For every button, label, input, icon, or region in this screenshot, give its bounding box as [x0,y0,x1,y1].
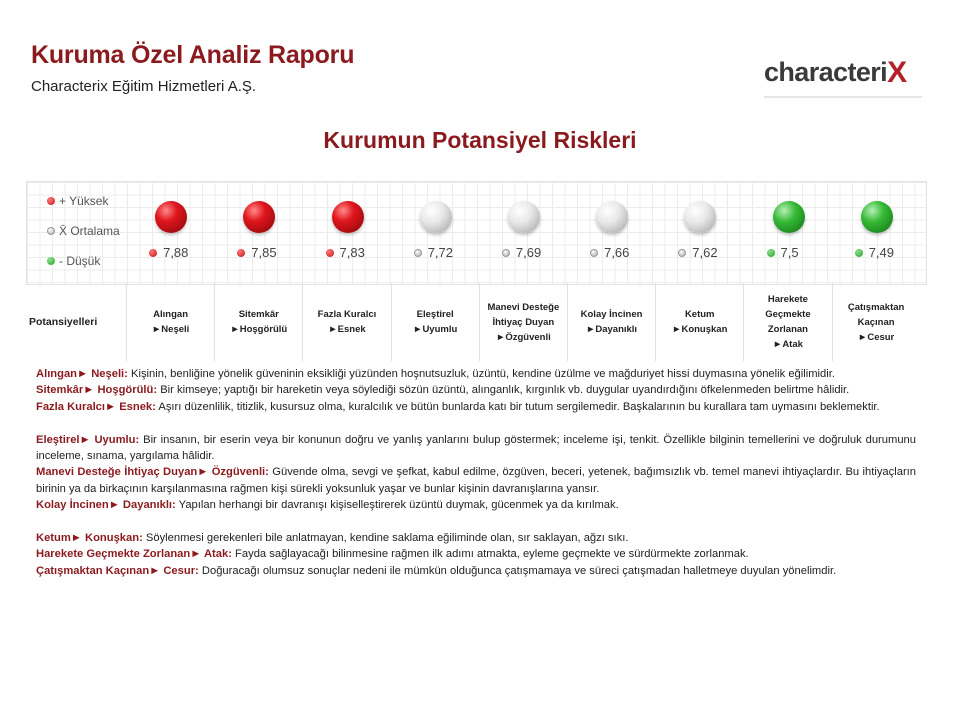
score-value: 7,62 [692,245,718,260]
description-term: Eleştirel► Uyumlu: [36,433,140,446]
risk-name: Alıngan [153,309,189,320]
legend-low [47,254,100,268]
score-dot-icon [149,249,157,257]
strength-name [413,322,457,337]
legend-high-label: + Yüksek [59,194,109,208]
strength-text: Uyumlu [422,324,458,335]
score-dot-icon [414,249,422,257]
score-value: 7,85 [251,245,277,260]
risk-name: Kolay İncinen [580,309,643,320]
potential-label [302,283,390,361]
description-term: Kolay İncinen► Dayanıklı: [36,499,176,512]
company-name: Characterix Eğitim Hizmetleri A.Ş. [31,78,257,95]
risk-score [414,245,453,260]
white-dot-icon [47,227,55,235]
potential-labels-row [26,283,925,361]
risk-ball-high [155,201,187,233]
descriptions [36,366,916,579]
potential-label [743,283,831,361]
strength-name [746,337,829,352]
description-text: Bir kimseye; yaptığı bir hareketin veya söylediği sözün üzüntü, alınganlık, kırgınlık vb. duygular uyandırdığını öfkelenmeden belirtme hâlidir. [157,384,850,397]
risk-name: Çatışmaktan Kaçınan [847,301,905,328]
risk-name: Eleştirel [416,309,454,320]
arrow-icon: ► [413,324,423,335]
arrow-icon: ► [857,331,868,343]
description-paragraph [36,464,916,497]
strength-name [230,322,287,337]
potential-label [214,283,302,361]
strength-text: Atak [782,339,803,350]
description-paragraph [36,497,916,513]
potential-label [655,283,743,361]
arrow-icon: ► [672,324,682,335]
score-value: 7,72 [427,245,453,260]
description-term: Harekete Geçmekte Zorlanan► Atak: [36,548,232,561]
description-term: Alıngan► Neşeli: [36,368,128,380]
strength-name [581,322,643,337]
arrow-icon: ► [151,324,162,335]
potential-label [126,283,214,361]
strength-name [152,322,189,337]
description-paragraph [36,366,916,382]
strength-text: Cesur [867,331,895,343]
description-term: Ketum► Konuşkan: [36,532,143,545]
potential-label [479,283,567,361]
description-term: Sitemkâr► Hoşgörülü: [36,384,158,397]
description-paragraph [36,399,916,415]
strength-name [835,330,918,345]
risk-ball-low [861,201,893,233]
characterix-logo [764,55,907,89]
strength-name [318,322,377,337]
score-value: 7,88 [163,245,189,260]
description-term: Fazla Kuralcı► Esnek: [36,400,156,413]
strength-text: Özgüvenli [505,331,551,343]
score-value: 7,69 [515,245,542,260]
description-paragraph [36,563,916,579]
arrow-icon: ► [772,339,783,350]
potential-label [832,283,920,361]
row-header: Potansiyelleri [29,315,98,328]
logo-x-mark: X [887,56,907,89]
risk-name: Ketum [684,309,715,320]
risk-score [678,245,717,260]
risk-chart [26,181,927,285]
paragraph-spacer [36,415,916,431]
risk-ball-low [773,201,805,233]
strength-text: Dayanıklı [595,324,638,335]
strength-text: Neşeli [161,324,190,335]
risk-score [149,245,188,260]
arrow-icon: ► [495,331,506,343]
description-text: Aşırı düzenlilik, titizlik, kusursuz olma, kuralcılık ve bütün bunlarda katı bir tutum sergilemedir. Başkalarının bu kurallara tam uymasını beklemektir. [155,400,880,413]
description-term: Çatışmaktan Kaçınan► Cesur: [36,564,199,577]
score-value: 7,49 [868,245,894,260]
arrow-icon: ► [328,324,338,335]
logo-text: characteri [764,57,888,87]
logo-underline [764,96,922,98]
description-paragraph [36,432,916,465]
legend-average-label: X̄ Ortalama [59,224,120,238]
strength-name [672,322,727,337]
legend-high [47,194,108,208]
description-text: Yapılan herhangi bir davranışı kişiselleştirerek üzüntü duymak, gücenmek ya da kırılmak. [175,499,619,512]
description-paragraph [36,546,916,562]
description-text: Doğuracağı olumsuz sonuçlar nedeni ile mümkün olduğunca çatışmamaya ve süreci çatışmadan halletmeye duyulan yönelimdir. [198,564,837,577]
score-dot-icon [326,249,334,257]
risk-score [326,245,365,260]
potential-label [391,283,479,361]
score-value: 7,66 [604,245,630,260]
arrow-icon: ► [585,324,596,335]
risk-name: Harekete Geçmekte Zorlanan [765,294,811,335]
green-dot-icon [47,257,55,265]
description-text: Güvende olma, sevgi ve şefkat, kabul edilme, özgüven, beceri, yetenek, bağımsızlık vb. temel manevi ihtiyaçlardır. Bu ihtiyaçların birinin ya da birkaçının karşılanmasına rağmen kişi sürekli yoksunluk yaşar ve bunlar kişinin davranışlarına yansır. [36,466,916,495]
strength-text: Esnek [337,324,366,335]
risk-ball-average [596,201,628,233]
risk-ball-high [243,201,275,233]
score-value: 7,5 [780,245,799,260]
score-dot-icon [767,249,775,257]
legend-average [47,224,120,238]
section-title: Kurumun Potansiyel Riskleri [323,127,637,153]
risk-name: Sitemkâr [238,309,279,320]
risk-ball-average [508,201,540,233]
strength-name [482,330,565,345]
arrow-icon: ► [230,324,240,335]
risk-name: Fazla Kuralcı [317,309,377,320]
score-dot-icon [502,249,510,257]
risk-ball-high [332,201,364,233]
description-text: Söylenmesi gerekenleri bile anlatmayan, kendine saklama eğiliminde olan, sır saklayan, ağzı sıkı. [142,532,629,545]
score-dot-icon [590,249,598,257]
risk-name: Manevi Desteğe İhtiyaç Duyan [487,301,560,328]
risk-score [590,245,629,260]
potential-label [567,283,655,361]
description-text: Kişinin, benliğine yönelik güveninin eksikliği yüzünden hoşnutsuzluk, üzüntü, kendine üzülme ve mağduriyet hissi duymasına yönelik eğilimidir. [127,368,835,380]
description-text: Bir insanın, bir eserin veya bir konunun doğru ve yanlış yanlarını bulup göstermek; inceleme işi, tenkit. Özellikle bilginin temellerini ve doğruluk durumunu inceleme, sınama, yargılama hâlidir. [36,433,916,463]
strength-text: Konuşkan [681,324,728,335]
description-text: Fayda sağlayacağı bilinmesine rağmen ilk adımı atmakta, eyleme geçmekte ve sürdürmekte zorlanmak. [231,548,749,561]
report-title: Kuruma Özel Analiz Raporu [31,41,355,69]
description-paragraph [36,382,916,398]
strength-text: Hoşgörülü [239,324,288,335]
score-dot-icon [237,249,245,257]
risk-score [855,245,894,260]
description-term: Manevi Desteğe İhtiyaç Duyan► Özgüvenli: [36,466,269,479]
score-dot-icon [855,249,863,257]
score-dot-icon [678,249,686,257]
risk-score [502,245,541,260]
description-paragraph [36,530,916,546]
red-dot-icon [47,197,55,205]
risk-score [237,245,276,260]
risk-ball-average [420,201,452,233]
score-value: 7,83 [339,245,365,260]
legend-low-label: - Düşük [59,254,101,268]
risk-score [767,245,799,260]
risk-ball-average [684,201,716,233]
paragraph-spacer [36,514,916,530]
